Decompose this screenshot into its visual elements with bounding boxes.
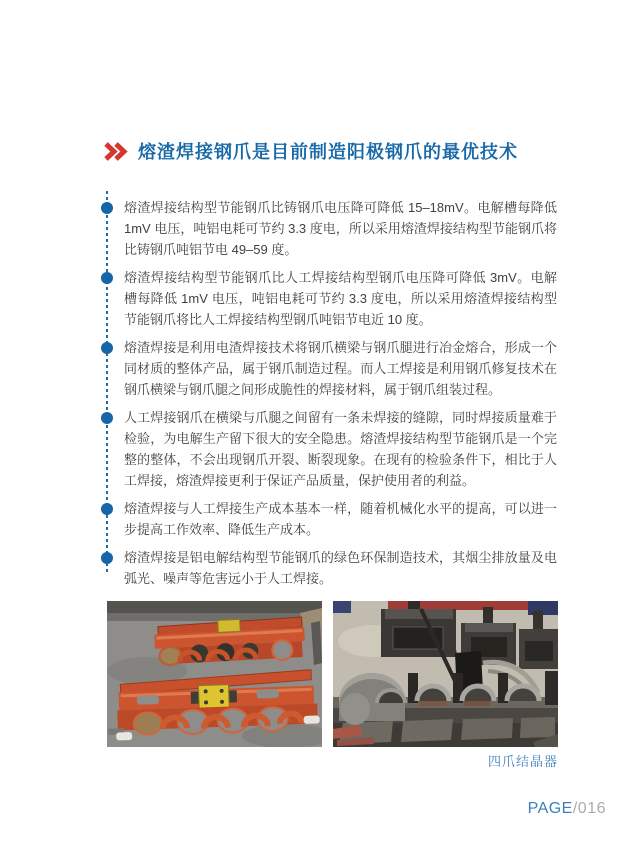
page-number: /016 [572, 800, 606, 817]
list-item-text: 熔渣焊接是铝电解结构型节能钢爪的绿色环保制造技术，其烟尘排放量及电弧光、噪声等危害远小于人工焊接。 [124, 550, 557, 586]
list-item [101, 498, 557, 540]
slag-welded-steel-claws-photo [107, 601, 322, 747]
page-label: PAGE [527, 800, 573, 817]
list-item [101, 267, 557, 330]
photo-row [107, 601, 558, 747]
list-item-text: 人工焊接钢爪在横梁与爪腿之间留有一条未焊接的缝隙，同时焊接质量难于检验，为电解生产留下很大的安全隐患。熔渣焊接结构型节能钢爪是一个完整的整体，不会出现钢爪开裂、断裂现象。在现有的检验条件下，相比于人工焊接，熔渣焊接更利于保证产品质量，保护使用者的利益。 [124, 410, 557, 488]
bullet-list [101, 197, 557, 596]
bullet-dot-icon [101, 272, 113, 284]
bullet-dot-icon [101, 412, 113, 424]
bullet-dot-icon [101, 552, 113, 564]
list-item-text: 熔渣焊接是利用电渣焊接技术将钢爪横梁与钢爪腿进行冶金熔合，形成一个同材质的整体产品，属于钢爪制造过程。而人工焊接是利用钢爪修复技术在钢爪横梁与钢爪腿之间形成脆性的焊接材料，属于钢爪组装过程。 [124, 340, 557, 397]
list-item-text: 熔渣焊接结构型节能钢爪比人工焊接结构型钢爪电压降可降低 3mV。电解槽每降低 1mV 电压，吨铝电耗可节约 3.3 度电，所以采用熔渣焊接结构型节能钢爪将比人工焊接结构型钢爪吨铝节电近 10 度。 [124, 270, 557, 327]
photo-caption: 四爪结晶器 [487, 754, 558, 769]
bullet-dot-icon [101, 202, 113, 214]
list-item-text: 熔渣焊接结构型节能钢爪比铸钢爪电压降可降低 15–18mV。电解槽每降低 1mV 电压，吨铝电耗可节约 3.3 度电，所以采用熔渣焊接结构型节能钢爪将比铸钢爪吨铝节电 49–59 度。 [124, 200, 557, 257]
bullet-dot-icon [101, 342, 113, 354]
list-item [101, 547, 557, 589]
double-chevron-right-icon [103, 142, 129, 161]
page-footer [0, 800, 606, 818]
four-claw-crystallizer-photo [333, 601, 558, 747]
list-item [101, 337, 557, 400]
bullet-dot-icon [101, 503, 113, 515]
section-header [103, 138, 518, 164]
list-item [101, 407, 557, 491]
list-item [101, 197, 557, 260]
page-title: 熔渣焊接钢爪是目前制造阳极钢爪的最优技术 [138, 142, 518, 162]
list-item-text: 熔渣焊接与人工焊接生产成本基本一样，随着机械化水平的提高，可以进一步提高工作效率、降低生产成本。 [124, 501, 557, 537]
